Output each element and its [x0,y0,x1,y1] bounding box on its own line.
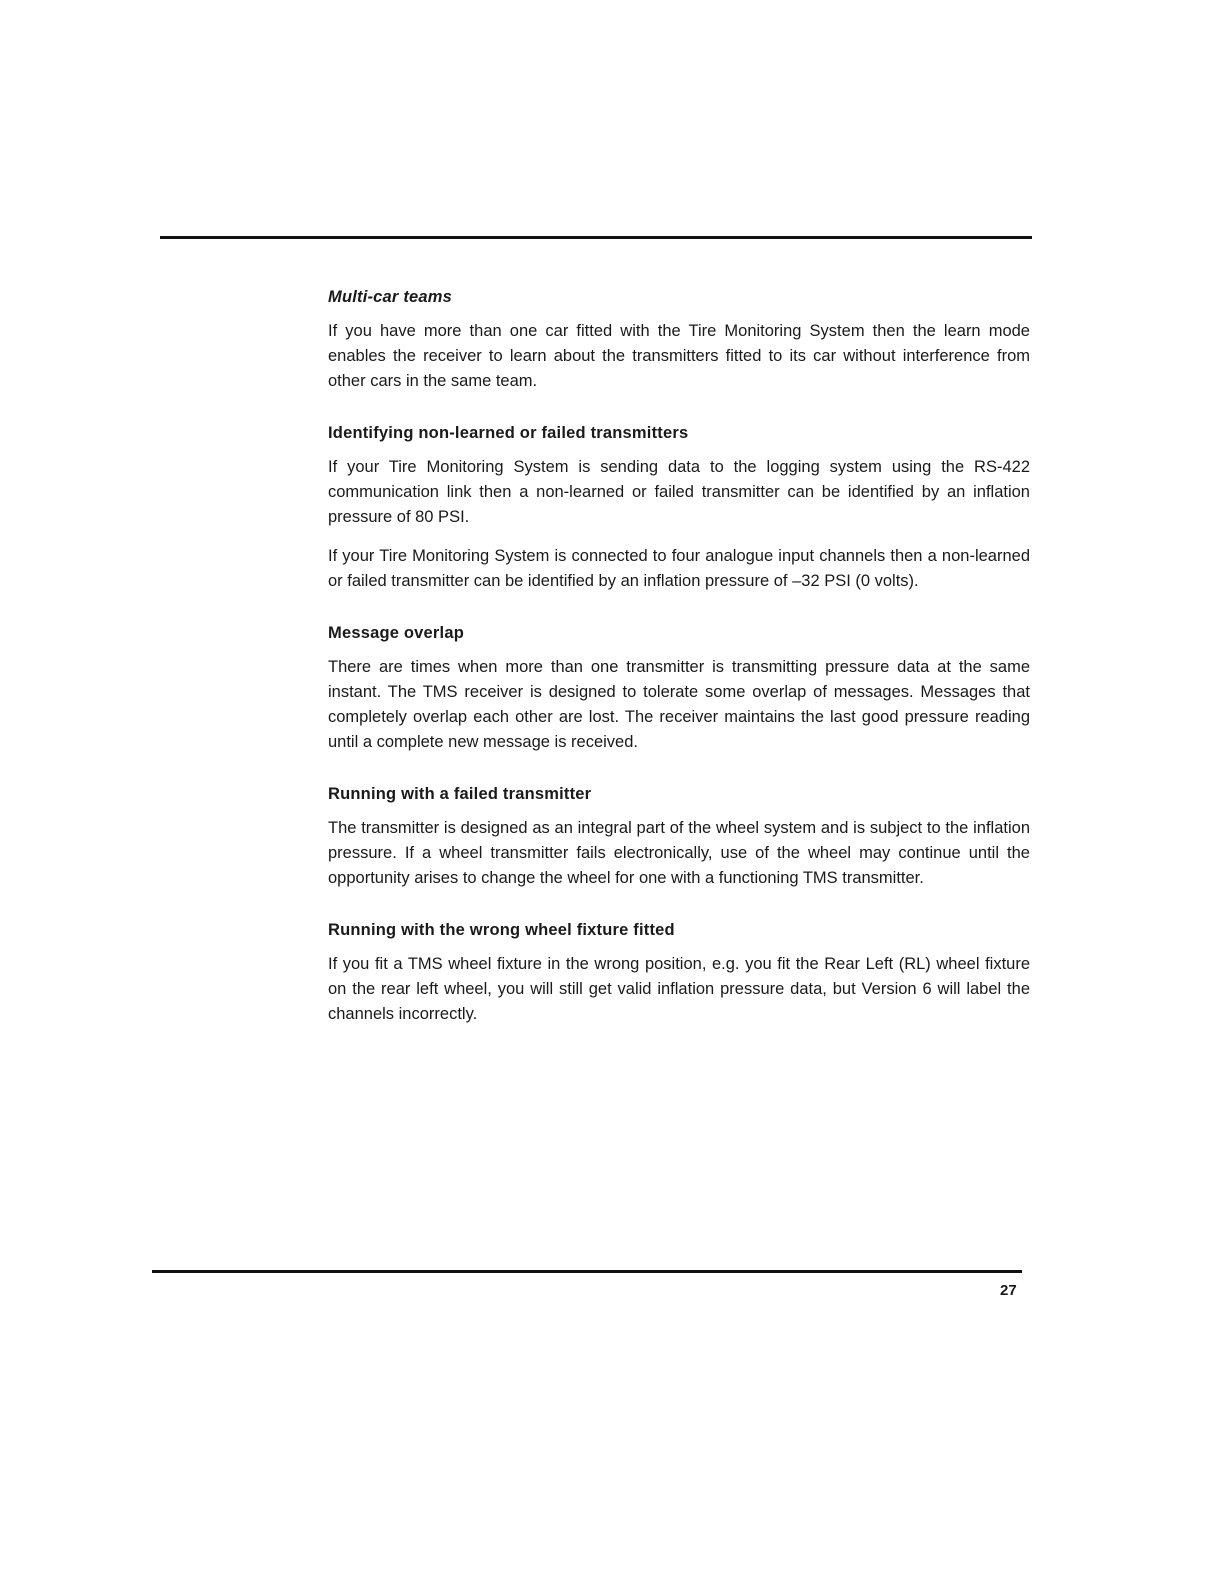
section-heading: Running with a failed transmitter [328,785,592,803]
section-heading: Identifying non-learned or failed transmitters [328,424,689,442]
page-number: 27 [1000,1282,1017,1299]
section-multi-car-teams [328,288,1030,394]
section-heading: Message overlap [328,624,464,642]
footer-rule [152,1270,1022,1273]
section-failed-transmitter [328,785,1030,891]
section-paragraph: There are times when more than one transmitter is transmitting pressure data at the same instant. The TMS receiver is designed to tolerate some overlap of messages. Messages that completely overlap each other are lost. The receiver maintains the last good pressure reading until a complete new message is received. [328,658,1030,751]
section-wrong-wheel-fixture [328,921,1030,1027]
section-identifying-transmitters [328,424,1030,594]
section-paragraph: If your Tire Monitoring System is connected to four analogue input channels then a non-learned or failed transmitter can be identified by an inflation pressure of –32 PSI (0 volts). [328,547,1030,590]
header-rule [160,236,1032,239]
section-paragraph: The transmitter is designed as an integral part of the wheel system and is subject to the inflation pressure. If a wheel transmitter fails electronically, use of the wheel may continue until the opportunity arises to change the wheel for one with a functioning TMS transmitter. [328,819,1030,887]
section-heading: Multi-car teams [328,288,453,306]
section-paragraph: If your Tire Monitoring System is sending data to the logging system using the RS-422 communication link then a non-learned or failed transmitter can be identified by an inflation pressure of 80 PSI. [328,458,1030,526]
section-paragraph: If you have more than one car fitted with the Tire Monitoring System then the learn mode enables the receiver to learn about the transmitters fitted to its car without interference from other cars in the same team. [328,322,1030,390]
section-heading: Running with the wrong wheel fixture fitted [328,921,675,939]
section-message-overlap [328,624,1030,755]
page-body [328,288,1030,1057]
section-paragraph: If you fit a TMS wheel fixture in the wrong position, e.g. you fit the Rear Left (RL) wheel fixture on the rear left wheel, you will still get valid inflation pressure data, but Version 6 will label the channels incorrectly. [328,955,1030,1023]
